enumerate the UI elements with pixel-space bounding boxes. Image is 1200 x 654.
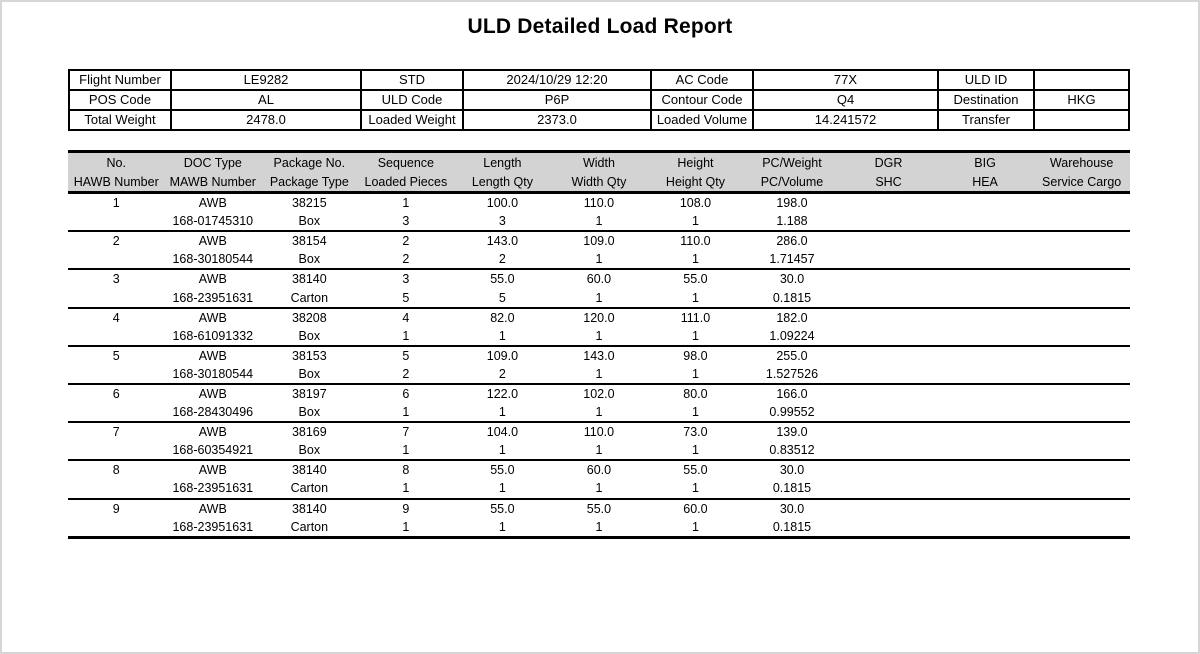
record-row-bottom <box>68 479 1130 498</box>
cell-top <box>840 384 937 403</box>
cell-bottom: Box <box>298 443 321 458</box>
info-label-cell: Total Weight <box>69 110 171 130</box>
cell-top: 73.0 <box>683 425 708 440</box>
info-label-cell: Flight Number <box>69 70 171 90</box>
cell-top <box>937 384 1034 403</box>
cell-bottom <box>937 212 1034 231</box>
cell-top: 2 <box>112 234 120 249</box>
cell-bottom: 1 <box>595 328 603 343</box>
record <box>68 499 1130 538</box>
info-value-cell <box>1034 110 1129 130</box>
info-value-cell: LE9282 <box>171 70 361 90</box>
cell-bottom: 1 <box>402 405 410 420</box>
cell-bottom <box>1033 327 1130 346</box>
cell-top: 8 <box>402 463 410 478</box>
cell-bottom: 1 <box>595 252 603 267</box>
record <box>68 193 1130 232</box>
cell-top <box>1033 422 1130 441</box>
cell-top: AWB <box>198 425 227 440</box>
cell-bottom <box>1033 403 1130 422</box>
load-table <box>68 150 1130 539</box>
cell-bottom: Carton <box>290 481 329 496</box>
cell-bottom: 2 <box>402 366 410 381</box>
cell-top <box>937 193 1034 213</box>
cell-top: 5 <box>112 348 120 363</box>
cell-top: 38169 <box>291 425 327 440</box>
cell-top: AWB <box>198 386 227 401</box>
cell-bottom: 1.71457 <box>769 252 815 267</box>
column-header-bottom: PC/Volume <box>760 174 824 189</box>
cell-bottom <box>68 365 165 384</box>
record-row-top <box>68 231 1130 250</box>
info-row <box>69 90 1129 110</box>
column-header-top: Warehouse <box>1049 155 1114 170</box>
cell-bottom <box>840 365 937 384</box>
cell-top: 7 <box>402 425 410 440</box>
cell-bottom: 1 <box>691 328 699 343</box>
cell-bottom: 1 <box>402 519 410 534</box>
cell-top: 38140 <box>291 463 327 478</box>
info-row <box>69 110 1129 130</box>
record-row-top <box>68 346 1130 365</box>
cell-bottom <box>1033 212 1130 231</box>
cell-bottom <box>1033 479 1130 498</box>
info-row <box>69 70 1129 90</box>
cell-bottom: 1 <box>691 481 699 496</box>
cell-top <box>840 269 937 288</box>
cell-bottom <box>68 288 165 307</box>
info-value-cell: 2373.0 <box>463 110 651 130</box>
info-value-cell: 2478.0 <box>171 110 361 130</box>
cell-bottom: 3 <box>498 214 506 229</box>
cell-bottom: 0.1815 <box>772 519 812 534</box>
cell-top: 7 <box>112 425 120 440</box>
cell-bottom: 168-23951631 <box>172 290 254 305</box>
cell-top: 5 <box>402 348 410 363</box>
cell-bottom <box>840 327 937 346</box>
cell-top: 60.0 <box>586 272 612 287</box>
info-value-cell: AL <box>171 90 361 110</box>
cell-top: 55.0 <box>490 463 515 478</box>
cell-bottom: 2 <box>498 366 506 381</box>
info-value-cell: 77X <box>753 70 938 90</box>
cell-top: 143.0 <box>486 234 519 249</box>
cell-bottom: 1 <box>498 481 506 496</box>
cell-top: 109.0 <box>583 234 615 249</box>
cell-bottom: 1 <box>402 328 410 343</box>
cell-bottom <box>68 212 165 231</box>
record-row-top <box>68 460 1130 479</box>
cell-top: AWB <box>198 310 227 325</box>
cell-bottom: Carton <box>290 290 329 305</box>
info-label-cell: Transfer <box>938 110 1034 130</box>
record <box>68 308 1130 346</box>
info-label-cell: Contour Code <box>651 90 753 110</box>
cell-top: AWB <box>198 234 227 249</box>
cell-top: 110.0 <box>583 425 615 440</box>
cell-top: 30.0 <box>779 501 805 516</box>
cell-top: 55.0 <box>683 463 708 478</box>
info-value-cell: 14.241572 <box>753 110 938 130</box>
cell-top: 38208 <box>291 310 327 325</box>
cell-top: 182.0 <box>776 310 808 325</box>
cell-top <box>937 422 1034 441</box>
cell-top <box>840 460 937 479</box>
cell-top: 111.0 <box>680 310 711 325</box>
cell-top <box>840 499 937 518</box>
cell-top: 6 <box>112 386 120 401</box>
cell-top: 1 <box>112 196 120 211</box>
record <box>68 231 1130 269</box>
column-header-bottom: HAWB Number <box>73 174 159 189</box>
cell-bottom <box>1033 288 1130 307</box>
cell-top: 30.0 <box>779 272 805 287</box>
header-row-bottom <box>68 172 1130 193</box>
cell-top: 55.0 <box>490 501 515 516</box>
cell-top: 4 <box>402 310 410 325</box>
cell-top: 104.0 <box>486 425 519 440</box>
cell-bottom <box>840 518 937 538</box>
cell-top: 80.0 <box>683 386 708 401</box>
cell-bottom: 1 <box>595 214 603 229</box>
column-header-top: BIG <box>974 155 996 170</box>
info-label-cell: POS Code <box>69 90 171 110</box>
column-header-bottom: Height Qty <box>665 174 725 189</box>
cell-top: AWB <box>198 272 227 287</box>
cell-bottom <box>68 518 165 538</box>
cell-bottom: Box <box>298 328 321 343</box>
record <box>68 384 1130 422</box>
column-header-top: Package No. <box>273 155 346 170</box>
cell-bottom <box>68 441 165 460</box>
cell-top: 198.0 <box>776 196 808 211</box>
cell-bottom: 0.83512 <box>769 443 815 458</box>
cell-top <box>1033 308 1130 327</box>
cell-bottom: 1 <box>595 443 603 458</box>
cell-bottom <box>937 479 1034 498</box>
record-row-bottom <box>68 288 1130 307</box>
cell-bottom: 168-60354921 <box>172 443 254 458</box>
cell-bottom <box>840 212 937 231</box>
info-value-cell: P6P <box>463 90 651 110</box>
cell-bottom: 168-28430496 <box>172 405 254 420</box>
record-row-top <box>68 193 1130 213</box>
cell-bottom: Box <box>298 252 321 267</box>
cell-top: 108.0 <box>679 196 712 211</box>
cell-top: 6 <box>402 386 410 401</box>
cell-top: 100.0 <box>486 196 519 211</box>
cell-top: AWB <box>198 348 227 363</box>
cell-top: 4 <box>112 310 120 325</box>
column-header-top: PC/Weight <box>762 155 822 170</box>
cell-top <box>937 269 1034 288</box>
cell-top: AWB <box>198 196 227 211</box>
cell-top: 82.0 <box>490 310 515 325</box>
cell-top: 60.0 <box>586 463 612 478</box>
cell-top: 98.0 <box>683 348 708 363</box>
cell-bottom: 1 <box>595 481 603 496</box>
cell-bottom: 1 <box>498 443 506 458</box>
cell-bottom <box>840 441 937 460</box>
column-header-top: DOC Type <box>183 155 242 170</box>
cell-bottom <box>840 250 937 269</box>
cell-bottom: 1 <box>595 405 603 420</box>
record-row-top <box>68 308 1130 327</box>
cell-top <box>1033 384 1130 403</box>
cell-bottom: 0.1815 <box>772 481 812 496</box>
cell-top: 38154 <box>291 234 327 249</box>
column-header-top: DGR <box>874 155 903 170</box>
cell-top: 55.0 <box>490 272 515 287</box>
column-header-bottom: Width Qty <box>571 174 627 189</box>
cell-top: 9 <box>112 501 120 516</box>
cell-bottom: 1 <box>595 519 603 534</box>
record-row-top <box>68 499 1130 518</box>
cell-bottom <box>937 518 1034 538</box>
cell-bottom <box>68 479 165 498</box>
cell-top: 255.0 <box>776 348 808 363</box>
cell-top: 30.0 <box>779 463 805 478</box>
cell-bottom <box>68 403 165 422</box>
cell-bottom <box>937 288 1034 307</box>
record-row-bottom <box>68 441 1130 460</box>
info-label-cell: Destination <box>938 90 1034 110</box>
cell-bottom: Box <box>298 366 321 381</box>
column-header-bottom: Service Cargo <box>1042 174 1122 189</box>
cell-top <box>937 308 1034 327</box>
cell-bottom: 1 <box>498 405 506 420</box>
cell-bottom <box>1033 518 1130 538</box>
column-header-top: Length <box>483 155 522 170</box>
cell-top: 110.0 <box>583 196 615 211</box>
column-header-bottom: Length Qty <box>471 174 533 189</box>
cell-bottom <box>1033 365 1130 384</box>
cell-top <box>840 308 937 327</box>
column-header-top: No. <box>106 155 126 170</box>
cell-top: AWB <box>198 463 227 478</box>
cell-top: 122.0 <box>486 386 519 401</box>
cell-top: 9 <box>402 501 410 516</box>
cell-bottom <box>840 403 937 422</box>
cell-top: 38197 <box>291 386 327 401</box>
record-row-bottom <box>68 212 1130 231</box>
column-header-top: Width <box>582 155 615 170</box>
cell-bottom: 5 <box>498 290 506 305</box>
cell-top: 38153 <box>291 348 327 363</box>
cell-top: 102.0 <box>583 386 615 401</box>
record-row-bottom <box>68 250 1130 269</box>
cell-bottom: 1 <box>691 290 699 305</box>
cell-bottom: 1.188 <box>776 214 808 229</box>
cell-bottom: 168-30180544 <box>172 252 254 267</box>
cell-top: 55.0 <box>586 501 612 516</box>
cell-top <box>937 499 1034 518</box>
cell-bottom: 1.09224 <box>769 328 815 343</box>
record <box>68 460 1130 498</box>
cell-top: 3 <box>402 272 410 287</box>
cell-bottom: 2 <box>402 252 410 267</box>
column-header-bottom: MAWB Number <box>169 174 256 189</box>
cell-bottom: 1 <box>691 366 699 381</box>
cell-bottom: Box <box>298 214 321 229</box>
info-label-cell: STD <box>361 70 463 90</box>
cell-top <box>1033 269 1130 288</box>
record-row-top <box>68 422 1130 441</box>
record-row-bottom <box>68 365 1130 384</box>
cell-top: 1 <box>402 196 410 211</box>
info-value-cell <box>1034 70 1129 90</box>
cell-bottom: 1 <box>595 366 603 381</box>
cell-top: 3 <box>112 272 120 287</box>
cell-top <box>840 231 937 250</box>
cell-top <box>1033 499 1130 518</box>
record-row-top <box>68 384 1130 403</box>
cell-top: 166.0 <box>776 386 808 401</box>
info-value-cell: HKG <box>1034 90 1129 110</box>
column-header-top: Sequence <box>377 155 435 170</box>
info-table <box>68 69 1130 131</box>
info-value-cell: 2024/10/29 12:20 <box>463 70 651 90</box>
cell-bottom: 0.99552 <box>769 405 815 420</box>
info-label-cell: AC Code <box>651 70 753 90</box>
info-label-cell: ULD Code <box>361 90 463 110</box>
cell-bottom: Carton <box>290 519 329 534</box>
cell-bottom: 1 <box>402 481 410 496</box>
cell-top <box>1033 346 1130 365</box>
cell-bottom: 1 <box>595 290 603 305</box>
cell-top: 38140 <box>291 272 327 287</box>
info-label-cell: ULD ID <box>938 70 1034 90</box>
record-row-bottom <box>68 518 1130 538</box>
header-row-top <box>68 152 1130 173</box>
cell-top: 38140 <box>291 501 327 516</box>
cell-bottom <box>68 250 165 269</box>
cell-top: 110.0 <box>680 234 711 249</box>
cell-top <box>840 422 937 441</box>
cell-top <box>1033 193 1130 213</box>
cell-bottom: 1 <box>691 519 699 534</box>
cell-top: 60.0 <box>683 501 708 516</box>
cell-bottom <box>937 365 1034 384</box>
info-label-cell: Loaded Weight <box>361 110 463 130</box>
cell-top: 286.0 <box>776 234 808 249</box>
cell-top: 120.0 <box>583 310 615 325</box>
cell-top: 55.0 <box>683 272 708 287</box>
cell-top <box>937 231 1034 250</box>
record <box>68 269 1130 307</box>
cell-bottom: 3 <box>402 214 410 229</box>
cell-bottom: 1 <box>402 443 410 458</box>
cell-bottom: 168-61091332 <box>172 328 254 343</box>
cell-bottom <box>1033 250 1130 269</box>
cell-bottom <box>937 441 1034 460</box>
cell-bottom <box>68 327 165 346</box>
cell-top <box>840 193 937 213</box>
cell-top <box>937 460 1034 479</box>
cell-bottom <box>937 403 1034 422</box>
cell-bottom: 1 <box>691 405 699 420</box>
cell-top: 2 <box>402 234 410 249</box>
cell-bottom: 168-30180544 <box>172 366 254 381</box>
column-header-bottom: Package Type <box>269 174 349 189</box>
cell-top: 38215 <box>291 196 327 211</box>
record-row-top <box>68 269 1130 288</box>
cell-top <box>840 346 937 365</box>
cell-bottom <box>937 250 1034 269</box>
cell-bottom: 0.1815 <box>772 290 812 305</box>
cell-top: AWB <box>198 501 227 516</box>
cell-top: 8 <box>112 463 120 478</box>
load-table-header <box>68 152 1130 193</box>
cell-top: 143.0 <box>583 348 615 363</box>
cell-top <box>1033 231 1130 250</box>
cell-bottom <box>840 479 937 498</box>
column-header-top: Height <box>677 155 714 170</box>
info-value-cell: Q4 <box>753 90 938 110</box>
cell-bottom <box>937 327 1034 346</box>
column-header-bottom: Loaded Pieces <box>364 174 448 189</box>
cell-bottom <box>840 288 937 307</box>
record-row-bottom <box>68 327 1130 346</box>
cell-bottom: 168-23951631 <box>172 481 254 496</box>
cell-bottom: 1 <box>691 443 699 458</box>
cell-bottom: Box <box>298 405 321 420</box>
cell-top <box>937 346 1034 365</box>
info-table-body <box>69 70 1129 130</box>
cell-bottom: 1.527526 <box>765 366 819 381</box>
record-row-bottom <box>68 403 1130 422</box>
cell-bottom: 1 <box>498 328 506 343</box>
cell-bottom: 1 <box>498 519 506 534</box>
cell-bottom: 1 <box>691 214 699 229</box>
record <box>68 346 1130 384</box>
cell-bottom: 5 <box>402 290 410 305</box>
cell-bottom <box>1033 441 1130 460</box>
cell-top: 139.0 <box>776 425 808 440</box>
cell-bottom: 2 <box>498 252 506 267</box>
cell-bottom: 168-23951631 <box>172 519 254 534</box>
cell-bottom: 1 <box>691 252 699 267</box>
cell-top <box>1033 460 1130 479</box>
record <box>68 422 1130 460</box>
info-label-cell: Loaded Volume <box>651 110 753 130</box>
cell-bottom: 168-01745310 <box>172 214 254 229</box>
cell-top: 109.0 <box>486 348 519 363</box>
column-header-bottom: SHC <box>875 174 902 189</box>
report-title: ULD Detailed Load Report <box>467 15 733 38</box>
column-header-bottom: HEA <box>972 174 998 189</box>
